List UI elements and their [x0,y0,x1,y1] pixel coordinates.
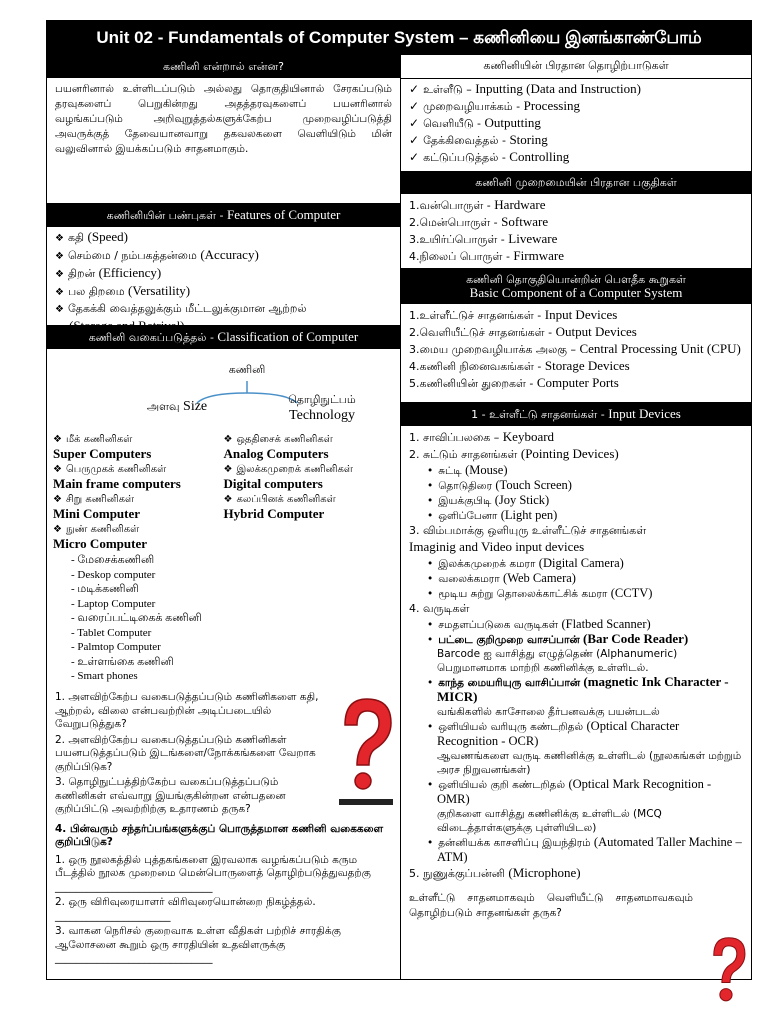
micro-type-item: - உள்ளங்கை கணினி [85,655,400,670]
component-item: 5.கணினியின் துறைகள் - Computer Ports [409,375,619,390]
micro-types-list [47,553,400,687]
reader-subitem: • பட்டை குறிமுறை வாசப்பான் (Bar Code Reader) Barcode ஐ வாசித்து எழுத்தெண் (Alphanumeric) பெறுமானமாக மாற்றி கணினிக்கு உள்ளிடல். [437,632,743,675]
reader-subitem: • சமதளப்படுகை வருடிகள் (Flatbed Scanner) [437,617,743,632]
classification-tree [47,349,400,433]
part-item: 1.வன்பொருள் - Hardware [409,197,546,212]
reader-subitem: • ஒளியியல் வரியுரு கண்டறிதல் (Optical Character Recognition - OCR) ஆவணங்களை வருடி கணினிக்கு உள்ளிடல் (நூலகங்கள் மற்றும் அரச நிறுவனங்கள்) [437,719,743,777]
question-4-items [47,854,400,972]
parts-list [401,194,751,268]
basic-components-heading: கணினி தொகுதியொன்றின் பௌதீக கூறுகள் Basic Component of a Computer System [401,268,751,304]
feature-item: ❖ கதி (Speed) [55,229,392,247]
pointing-subitem: • சுட்டி (Mouse) [437,463,743,478]
features-list [47,227,400,333]
feature-item: ❖ பல திறமை (Versatility) [55,283,392,301]
function-item: ✓ முறைவழியாக்கம் - Processing [409,98,743,115]
questions [47,687,333,823]
size-type-item: ❖ சிறு கணினிகள் Mini Computer [53,493,224,523]
component-item: 4.கணினி நினைவகங்கள் - Storage Devices [409,358,630,373]
micro-type-item: - மேசைக்கணினி [85,553,400,568]
parts-heading: கணினி முறைமையின் பிரதான பகுதிகள் [401,171,751,194]
feature-item: ❖ திறன் (Efficiency) [55,265,392,283]
microphone-item: 5. நுணுக்குப்பன்னி (Microphone) [409,865,581,880]
tree-technology: தொழிநுட்பம் Technology [288,393,356,423]
size-type-item: ❖ மீக் கணினிகள் Super Computers [53,433,224,463]
feature-item: ❖ செம்மை / நம்பகத்தன்மை (Accuracy) [55,247,392,265]
question-4: 4. பின்வரும் சந்தர்ப்பங்களுக்குப் பொருத்தமான கணினி வகைகளை குறிப்பிடுக? [55,822,384,848]
micro-type-item: - Palmtop Computer [85,640,400,655]
what-is-computer-heading: கணினி என்றால் என்ன? [47,55,400,78]
size-type-item: ❖ பெருமுகக் கணினிகள் Main frame computers [53,463,224,493]
imaging-subitem: • இலக்கமுறைக் கமரா (Digital Camera) [437,556,743,571]
readers-subitems [409,617,743,865]
function-item: ✓ தேக்கிவைத்தல் - Storing [409,132,743,149]
micro-type-item: - Laptop Computer [85,597,400,612]
component-item: 2.வெளியீட்டுச் சாதனங்கள் - Output Devices [409,324,637,339]
pointing-item: 2. சுட்டும் சாதனங்கள் (Pointing Devices) [409,446,619,461]
tree-size: அளவு Size [146,399,208,414]
pointing-subitem: • ஒளிப்பேனா (Light pen) [437,508,743,523]
reader-subitem: • தன்னியக்க காசளிப்பு இயந்திரம் (Automated Taller Machine – ATM) [437,835,743,865]
reader-subitem: • ஒளியியல் குறி கண்டறிதல் (Optical Mark Recognition - OMR) குறிகளை வாசித்து கணினிக்கு உள்ளிடல் (MCQ விடைத்தாள்களுக்கு புள்ளியிடல) [437,777,743,835]
micro-type-item: - Deskop computer [85,568,400,583]
function-item: ✓ கட்டுப்படுத்தல் - Controlling [409,149,743,166]
size-type-item: ❖ நுண் கணினிகள் Micro Computer [53,523,224,553]
size-types [53,433,224,553]
tech-type-item: ❖ கலப்பினக் கணினிகள் Hybrid Computer [224,493,395,523]
functions-list [401,79,751,171]
imaging-subitem: • வலைக்கமரா (Web Camera) [437,571,743,586]
part-item: 2.மென்பொருள் - Software [409,214,549,229]
micro-type-item: - வரைப்பட்டிகைக் கணினி [85,611,400,626]
worksheet [46,20,752,980]
input-devices-list [401,426,751,885]
imaging-subitems [409,556,743,601]
component-item: 3.மைய முறைவழியாக்க அலகு – Central Processing Unit (CPU) [409,341,741,356]
reader-subitem: • காந்த மையரியுரு வாசிப்பான் (magnetic Ink Character - MICR) வங்கிகளில் காசோலை தீர்பனவக்கு பயன்படல் [437,675,743,719]
question-item: 2. அளவிற்கேற்ப வகைபடுத்தப்படும் கணினிகள் பயனபடுத்தப்படும் இடங்களை/நோக்கங்களை வேறாக குறிப்பிடுக? [55,733,316,773]
final-question: உள்ளீட்டு சாதனமாகவும் வெளியீட்டு சாதனமாவகவும் தொழிற்படும் சாதனங்கள் தருக? [409,892,693,919]
function-item: ✓ உள்ளீடு – Inputting (Data and Instruction) [409,81,743,98]
question-mark-icon [706,935,750,1011]
keyboard-item: 1. சாவிப்பலகை – Keyboard [409,429,555,444]
tree-root: கணினி [228,363,266,376]
classification-heading: கணினி வகைப்படுத்தல் - Classification of Computer [47,325,400,349]
functions-heading: கணினியின் பிரதான தொழிற்பாடுகள் [401,55,751,79]
part-item: 4.நிலைப் பொருள் - Firmware [409,248,564,263]
imaging-subitem: • மூடிய சுற்று தொலைக்காட்சிக் கமரா (CCTV) [437,586,743,601]
micro-type-item: - Tablet Computer [85,626,400,641]
component-item: 1.உள்ளீட்டுச் சாதனங்கள் - Input Devices [409,307,618,322]
feature-item: ❖ தேகக்கி வைத்தலுக்கும் மீட்டலுக்குமான ஆற்றல் (Storage and Retrival) [55,301,392,335]
part-item: 3.உயிர்ப்பொருள் - Liveware [409,231,558,246]
q4-item: 3. வாகன நெரிசல் குறைவாக உள்ள வீதிகள் பற்றிச் சாரதிக்கு ஆலோசனை கூறும் ஒரு சாரதியின் உதவிளருக்கு ______________________________ [55,925,341,964]
question-mark-image [335,695,397,807]
question-item: 3. தொழிநுட்பத்திற்கேற்ப வகைப்படுத்தப்படும் கணினிகள் எவ்வாறு இயங்குகின்றன என்பதனை குறிப்பிட்டு அவற்றிற்கு உதாரணம் தருக? [55,776,286,815]
imaging-item: 3. விம்பமாக்கு ஒளியுரு உள்ளீட்டுச் சாதனங்கள் Imaginig and Video input devices [409,524,647,554]
basic-components-list [401,304,751,402]
tech-types [224,433,395,553]
tech-type-item: ❖ ஒததிசைக் கணினிகள் Analog Computers [224,433,395,463]
input-devices-heading: 1 - உள்ளீட்டு சாதனங்கள் - Input Devices [401,402,751,426]
tech-type-item: ❖ இலக்கமுறைக் கணினிகள் Digital computers [224,463,395,493]
right-column [401,55,751,979]
micro-type-item: - Smart phones [85,669,400,684]
micro-type-item: - மடிக்கணினி [85,582,400,597]
pointing-subitems [409,463,743,523]
computer-types [47,433,400,553]
pointing-subitem: • இயக்குபிடி (Joy Stick) [437,493,743,508]
pointing-subitem: • தொடுதிரை (Touch Screen) [437,478,743,493]
features-heading: கணினியின் பண்புகள் - Features of Computer [47,203,400,227]
function-item: ✓ வெளியீடு - Outputting [409,115,743,132]
what-is-computer-text: பயனரினால் உள்ளிடப்படும் அல்லது தொகுதியினால் சேரகப்படும் தரவுகளைப் பெறுகின்றது அதத்தரவுகளைப் பயனரினால் வழங்கப்படும் அறிவுறுத்தல்களுக்கேற்ப முறைவழிப்படுத்தி அவருக்குத் தேவையானவாறு தகவலகளை வெளியிடும் மின் வலுவினால் இயக்கப்படும் சாதனமாகும். [55,83,392,155]
readers-item: 4. வருடிகள் [409,602,470,615]
q4-item: 1. ஒரு நூலகத்தில் புத்தகங்களை இரவலாக வழங்கப்படும் கரும பீடத்தில் நூலக முறைமை மென்பொருளைத் தொழிற்படுத்துவதற்கு ______________________________ [55,853,371,893]
page-title: Unit 02 - Fundamentals of Computer System – கணினியை இனங்காண்போம் [47,21,751,55]
q4-item: 2. ஒரு விரிவுரையாளர் விரிவுரையொன்றை நிகழ்த்தல். ______________________ [55,896,316,922]
left-column [47,55,401,979]
question-item: 1. அளவிற்கேற்ப வகைபடுத்தப்படும் கணினிகளை கதி, ஆற்றல், விலை என்பவற்றின் அடிப்படையில் வேறுபடுத்துக? [55,691,319,730]
